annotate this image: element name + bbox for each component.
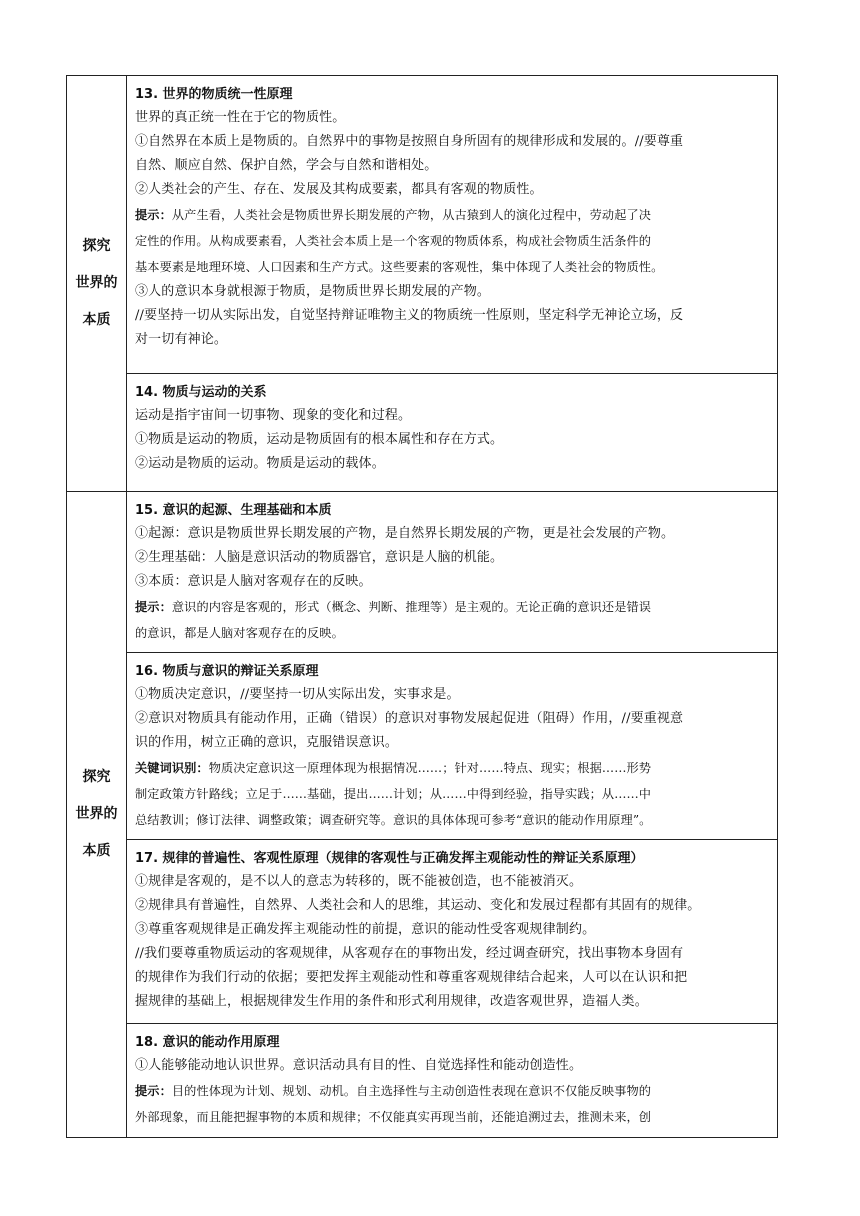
text-line bbox=[135, 304, 771, 328]
section-label-line: 世界的 bbox=[75, 275, 118, 291]
text-line bbox=[135, 328, 771, 352]
hint-line bbox=[135, 1104, 771, 1130]
hint-label: 提示： bbox=[135, 208, 172, 222]
section-label-line: 探究 bbox=[82, 769, 111, 785]
hint-line bbox=[135, 755, 771, 781]
line-text: 总结教训；修订法律、调整政策；调查研究等。意识的具体体现可参考“意识的能动作用原理”。 bbox=[135, 813, 652, 827]
content-cell bbox=[127, 1024, 778, 1138]
text-line bbox=[135, 990, 771, 1014]
text-line bbox=[135, 966, 771, 990]
line-text: ②运动是物质的运动。物质是运动的载体。 bbox=[135, 456, 385, 471]
table-row bbox=[67, 492, 778, 653]
principle-title: 15. 意识的起源、生理基础和本质 bbox=[135, 503, 332, 518]
content-cell bbox=[127, 76, 778, 374]
line-text: ①物质是运动的物质，运动是物质固有的根本属性和存在方式。 bbox=[135, 432, 504, 447]
section-label-line: 本质 bbox=[82, 312, 111, 328]
section-label bbox=[67, 492, 127, 1138]
principle-title: 18. 意识的能动作用原理 bbox=[135, 1035, 280, 1050]
text-line bbox=[135, 280, 771, 304]
principle-title: 16. 物质与意识的辩证关系原理 bbox=[135, 664, 319, 679]
line-text: 对一切有神论。 bbox=[135, 332, 228, 347]
line-text: 握规律的基础上，根据规律发生作用的条件和形式利用规律，改造客观世界，造福人类。 bbox=[135, 994, 648, 1009]
text-line bbox=[135, 546, 771, 570]
text-line bbox=[135, 570, 771, 594]
section-label-line: 世界的 bbox=[75, 806, 118, 822]
line-text: ①规律是客观的，是不以人的意志为转移的，既不能被创造，也不能被消灭。 bbox=[135, 874, 583, 889]
line-text: ①物质决定意识，//要坚持一切从实际出发，实事求是。 bbox=[135, 687, 460, 702]
hint-line bbox=[135, 202, 771, 228]
line-text: 自然、顺应自然、保护自然，学会与自然和谐相处。 bbox=[135, 158, 438, 173]
line-text: //要坚持一切从实际出发，自觉坚持辩证唯物主义的物质统一性原则，坚定科学无神论立场，反 bbox=[135, 308, 684, 323]
hint-label: 提示： bbox=[135, 600, 172, 614]
table-row bbox=[67, 653, 778, 840]
section-label-line: 本质 bbox=[82, 843, 111, 859]
text-line bbox=[135, 918, 771, 942]
line-text: 基本要素是地理环境、人口因素和生产方式。这些要素的客观性，集中体现了人类社会的物质性。 bbox=[135, 260, 664, 274]
line-text: ②人类社会的产生、存在、发展及其构成要素，都具有客观的物质性。 bbox=[135, 182, 543, 197]
document-page bbox=[66, 75, 778, 1138]
principle-title: 14. 物质与运动的关系 bbox=[135, 385, 267, 400]
text-line bbox=[135, 428, 771, 452]
line-text: 世界的真正统一性在于它的物质性。 bbox=[135, 110, 346, 125]
text-line bbox=[135, 942, 771, 966]
line-text: ①起源：意识是物质世界长期发展的产物，是自然界长期发展的产物，更是社会发展的产物。 bbox=[135, 526, 675, 541]
hint-line bbox=[135, 254, 771, 280]
content-cell bbox=[127, 653, 778, 840]
hint-line bbox=[135, 807, 771, 833]
line-text: ②规律具有普遍性，自然界、人类社会和人的思维，其运动、变化和发展过程都有其固有的规律。 bbox=[135, 898, 701, 913]
line-text: 运动是指宇宙间一切事物、现象的变化和过程。 bbox=[135, 408, 412, 423]
hint-line bbox=[135, 1078, 771, 1104]
line-text: 定性的作用。从构成要素看，人类社会本质上是一个客观的物质体系，构成社会物质生活条件的 bbox=[135, 234, 652, 248]
text-line bbox=[135, 894, 771, 918]
section-label-line: 探究 bbox=[82, 238, 111, 254]
line-text: 的规律作为我们行动的依据；要把发挥主观能动性和尊重客观规律结合起来，人可以在认识和把 bbox=[135, 970, 688, 985]
text-line bbox=[135, 130, 771, 154]
line-text: ③人的意识本身就根源于物质，是物质世界长期发展的产物。 bbox=[135, 284, 491, 299]
text-line bbox=[135, 178, 771, 202]
text-line bbox=[135, 522, 771, 546]
text-line bbox=[135, 683, 771, 707]
text-line bbox=[135, 452, 771, 476]
hint-label: 关键词识别： bbox=[135, 761, 209, 775]
principle-title: 17. 规律的普遍性、客观性原理（规律的客观性与正确发挥主观能动性的辩证关系原理） bbox=[135, 851, 644, 866]
principle-title: 13. 世界的物质统一性原理 bbox=[135, 87, 293, 102]
hint-line bbox=[135, 228, 771, 254]
line-text: 外部现象，而且能把握事物的本质和规律；不仅能真实再现当前，还能追溯过去，推测未来，创 bbox=[135, 1110, 652, 1124]
text-line bbox=[135, 731, 771, 755]
table-row bbox=[67, 76, 778, 374]
line-text: ②意识对物质具有能动作用，正确（错误）的意识对事物发展起促进（阻碍）作用，//要重视意 bbox=[135, 711, 684, 726]
text-line bbox=[135, 154, 771, 178]
line-text: 制定政策方针路线；立足于……基础，提出……计划；从……中得到经验，指导实践；从……中 bbox=[135, 787, 652, 801]
text-line bbox=[135, 707, 771, 731]
text-line bbox=[135, 870, 771, 894]
knowledge-table bbox=[66, 75, 778, 1138]
content-cell bbox=[127, 492, 778, 653]
table-row bbox=[67, 1024, 778, 1138]
line-text: ①自然界在本质上是物质的。自然界中的事物是按照自身所固有的规律形成和发展的。//要尊重 bbox=[135, 134, 684, 149]
line-text: 物质决定意识这一原理体现为根据情况……；针对……特点、现实；根据……形势 bbox=[208, 761, 652, 775]
line-text: ②生理基础：人脑是意识活动的物质器官，意识是人脑的机能。 bbox=[135, 550, 504, 565]
line-text: 意识的内容是客观的，形式（概念、判断、推理等）是主观的。无论正确的意识还是错误 bbox=[171, 600, 652, 614]
hint-line bbox=[135, 594, 771, 620]
line-text: 目的性体现为计划、规划、动机。自主选择性与主动创造性表现在意识不仅能反映事物的 bbox=[171, 1084, 652, 1098]
section-label bbox=[67, 76, 127, 492]
hint-label: 提示： bbox=[135, 1084, 172, 1098]
hint-line bbox=[135, 781, 771, 807]
table-row bbox=[67, 840, 778, 1024]
hint-line bbox=[135, 620, 771, 646]
line-text: ③本质：意识是人脑对客观存在的反映。 bbox=[135, 574, 372, 589]
content-cell bbox=[127, 374, 778, 492]
line-text: 识的作用，树立正确的意识，克服错误意识。 bbox=[135, 735, 399, 750]
content-cell bbox=[127, 840, 778, 1024]
text-line bbox=[135, 1054, 771, 1078]
line-text: //我们要尊重物质运动的客观规律，从客观存在的事物出发，经过调查研究，找出事物本身固有 bbox=[135, 946, 684, 961]
text-line bbox=[135, 404, 771, 428]
line-text: ①人能够能动地认识世界。意识活动具有目的性、自觉选择性和能动创造性。 bbox=[135, 1058, 583, 1073]
table-row bbox=[67, 374, 778, 492]
line-text: ③尊重客观规律是正确发挥主观能动性的前提，意识的能动性受客观规律制约。 bbox=[135, 922, 596, 937]
line-text: 的意识，都是人脑对客观存在的反映。 bbox=[135, 626, 344, 640]
line-text: 从产生看，人类社会是物质世界长期发展的产物，从古猿到人的演化过程中，劳动起了决 bbox=[171, 208, 652, 222]
text-line bbox=[135, 106, 771, 130]
